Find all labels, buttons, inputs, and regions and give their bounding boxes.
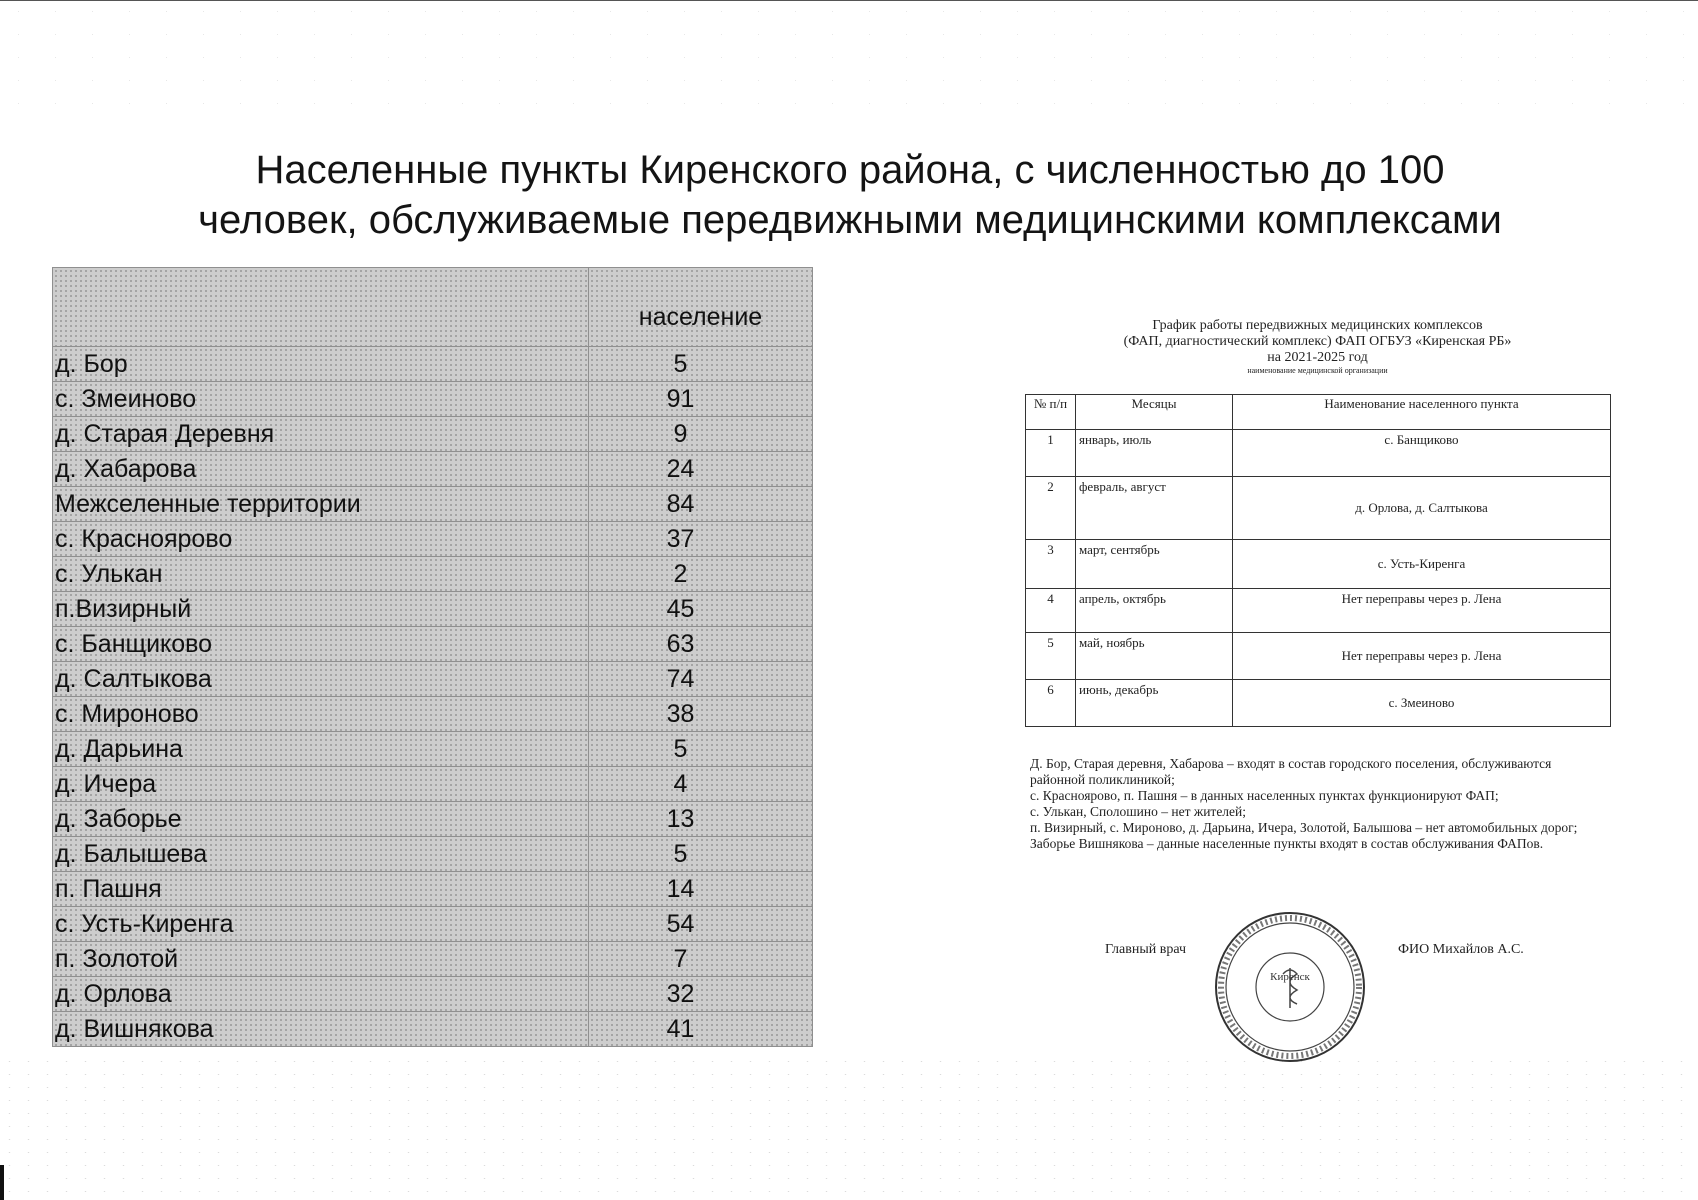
settlement-name: д. Вишнякова bbox=[53, 1012, 589, 1047]
settlement-population: 4 bbox=[589, 767, 813, 802]
schedule-place: Нет переправы через р. Лена bbox=[1233, 633, 1611, 680]
settlement-name: с. Змеиново bbox=[53, 382, 589, 417]
table-row bbox=[53, 1012, 813, 1047]
col-number: № п/п bbox=[1026, 395, 1076, 430]
scan-edge-bar bbox=[0, 1165, 4, 1200]
settlement-name: д. Старая Деревня bbox=[53, 417, 589, 452]
header-name bbox=[53, 268, 589, 347]
schedule-months: март, сентябрь bbox=[1076, 540, 1233, 589]
schedule-place: с. Усть-Киренга bbox=[1233, 540, 1611, 589]
schedule-row bbox=[1026, 540, 1611, 589]
table-row bbox=[53, 347, 813, 382]
schedule-months: май, ноябрь bbox=[1076, 633, 1233, 680]
settlement-population: 63 bbox=[589, 627, 813, 662]
scan-noise bbox=[0, 1055, 1698, 1200]
table-row bbox=[53, 732, 813, 767]
schedule-number: 1 bbox=[1026, 430, 1076, 477]
settlement-population: 38 bbox=[589, 697, 813, 732]
table-row bbox=[53, 907, 813, 942]
settlement-name: д. Хабарова bbox=[53, 452, 589, 487]
settlement-name: д. Бор bbox=[53, 347, 589, 382]
table-row bbox=[53, 767, 813, 802]
settlement-population: 5 bbox=[589, 347, 813, 382]
table-row bbox=[53, 872, 813, 907]
header-population: население bbox=[589, 268, 813, 347]
settlement-population: 14 bbox=[589, 872, 813, 907]
official-stamp bbox=[1213, 910, 1368, 1065]
signature-position: Главный врач bbox=[1105, 942, 1187, 957]
schedule-number: 5 bbox=[1026, 633, 1076, 680]
settlement-population: 74 bbox=[589, 662, 813, 697]
table-row bbox=[53, 452, 813, 487]
schedule-months: февраль, август bbox=[1076, 477, 1233, 540]
settlement-population: 7 bbox=[589, 942, 813, 977]
table-row bbox=[53, 662, 813, 697]
schedule-row bbox=[1026, 680, 1611, 727]
settlement-name: д. Орлова bbox=[53, 977, 589, 1012]
settlement-name: п. Золотой bbox=[53, 942, 589, 977]
schedule-place: д. Орлова, д. Салтыкова bbox=[1233, 477, 1611, 540]
schedule-heading-line-2: (ФАП, диагностический комплекс) ФАП ОГБУЗ «Киренская РБ» bbox=[1123, 334, 1512, 349]
settlement-name: с. Усть-Киренга bbox=[53, 907, 589, 942]
note-line: п. Визирный, с. Мироново, д. Дарьина, Ичера, Золотой, Балышова – нет автомобильных дорог; bbox=[1030, 820, 1578, 835]
page-title bbox=[120, 145, 1580, 245]
schedule-table-header bbox=[1026, 395, 1611, 430]
settlement-name: с. Красноярово bbox=[53, 522, 589, 557]
schedule-number: 6 bbox=[1026, 680, 1076, 727]
population-table-header bbox=[53, 268, 813, 347]
col-place: Наименование населенного пункта bbox=[1233, 395, 1611, 430]
settlement-population: 5 bbox=[589, 732, 813, 767]
schedule-heading-line-3: на 2021-2025 год bbox=[1267, 350, 1368, 365]
settlement-population: 45 bbox=[589, 592, 813, 627]
schedule-place: с. Банщиково bbox=[1233, 430, 1611, 477]
schedule-place: с. Змеиново bbox=[1233, 680, 1611, 727]
stamp-text: Киренск bbox=[1270, 971, 1310, 983]
schedule-heading-line-1: График работы передвижных медицинских комплексов bbox=[1152, 318, 1483, 333]
table-row bbox=[53, 977, 813, 1012]
note-line: Д. Бор, Старая деревня, Хабарова – входят в состав городского поселения, обслуживаются районной поликлиникой; bbox=[1030, 756, 1552, 787]
table-row bbox=[53, 592, 813, 627]
settlement-population: 91 bbox=[589, 382, 813, 417]
signature-name: ФИО Михайлов А.С. bbox=[1398, 942, 1524, 957]
population-table bbox=[52, 267, 813, 1047]
settlement-population: 2 bbox=[589, 557, 813, 592]
schedule-row bbox=[1026, 477, 1611, 540]
note-line: с. Улькан, Сполошино – нет жителей; bbox=[1030, 804, 1247, 819]
settlement-population: 9 bbox=[589, 417, 813, 452]
settlement-name: п.Визирный bbox=[53, 592, 589, 627]
notes bbox=[1030, 756, 1595, 852]
table-row bbox=[53, 487, 813, 522]
schedule-heading bbox=[1025, 318, 1610, 366]
table-row bbox=[53, 417, 813, 452]
settlement-population: 32 bbox=[589, 977, 813, 1012]
schedule-row bbox=[1026, 633, 1611, 680]
schedule-months: январь, июль bbox=[1076, 430, 1233, 477]
schedule-table bbox=[1025, 394, 1611, 727]
title-line-1: Населенные пункты Киренского района, с численностью до 100 bbox=[255, 148, 1445, 192]
settlement-name: с. Улькан bbox=[53, 557, 589, 592]
settlement-population: 84 bbox=[589, 487, 813, 522]
settlement-population: 13 bbox=[589, 802, 813, 837]
table-row bbox=[53, 557, 813, 592]
schedule-block bbox=[1025, 318, 1610, 727]
settlement-name: д. Заборье bbox=[53, 802, 589, 837]
settlement-name: п. Пашня bbox=[53, 872, 589, 907]
table-row bbox=[53, 802, 813, 837]
settlement-name: с. Мироново bbox=[53, 697, 589, 732]
note-line: Заборье Вишнякова – данные населенные пункты входят в состав обслуживания ФАПов. bbox=[1030, 836, 1544, 851]
settlement-population: 24 bbox=[589, 452, 813, 487]
settlement-name: д. Салтыкова bbox=[53, 662, 589, 697]
schedule-number: 4 bbox=[1026, 589, 1076, 633]
schedule-row bbox=[1026, 430, 1611, 477]
schedule-number: 3 bbox=[1026, 540, 1076, 589]
settlement-name: Межселенные территории bbox=[53, 487, 589, 522]
settlement-name: д. Ичера bbox=[53, 767, 589, 802]
settlement-name: д. Балышева bbox=[53, 837, 589, 872]
schedule-months: апрель, октябрь bbox=[1076, 589, 1233, 633]
schedule-place: Нет переправы через р. Лена bbox=[1233, 589, 1611, 633]
scan-noise bbox=[0, 0, 1698, 120]
note-line: с. Красноярово, п. Пашня – в данных населенных пунктах функционируют ФАП; bbox=[1030, 788, 1499, 803]
settlement-population: 41 bbox=[589, 1012, 813, 1047]
table-row bbox=[53, 627, 813, 662]
schedule-row bbox=[1026, 589, 1611, 633]
col-months: Месяцы bbox=[1076, 395, 1233, 430]
settlement-name: с. Банщиково bbox=[53, 627, 589, 662]
table-row bbox=[53, 697, 813, 732]
schedule-subcaption: наименование медицинской организации bbox=[1247, 366, 1388, 375]
table-row bbox=[53, 522, 813, 557]
table-row bbox=[53, 942, 813, 977]
schedule-number: 2 bbox=[1026, 477, 1076, 540]
settlement-population: 37 bbox=[589, 522, 813, 557]
table-row bbox=[53, 837, 813, 872]
settlement-population: 5 bbox=[589, 837, 813, 872]
table-row bbox=[53, 382, 813, 417]
settlement-name: д. Дарьина bbox=[53, 732, 589, 767]
settlement-population: 54 bbox=[589, 907, 813, 942]
title-line-2: человек, обслуживаемые передвижными медицинскими комплексами bbox=[198, 198, 1502, 242]
schedule-months: июнь, декабрь bbox=[1076, 680, 1233, 727]
